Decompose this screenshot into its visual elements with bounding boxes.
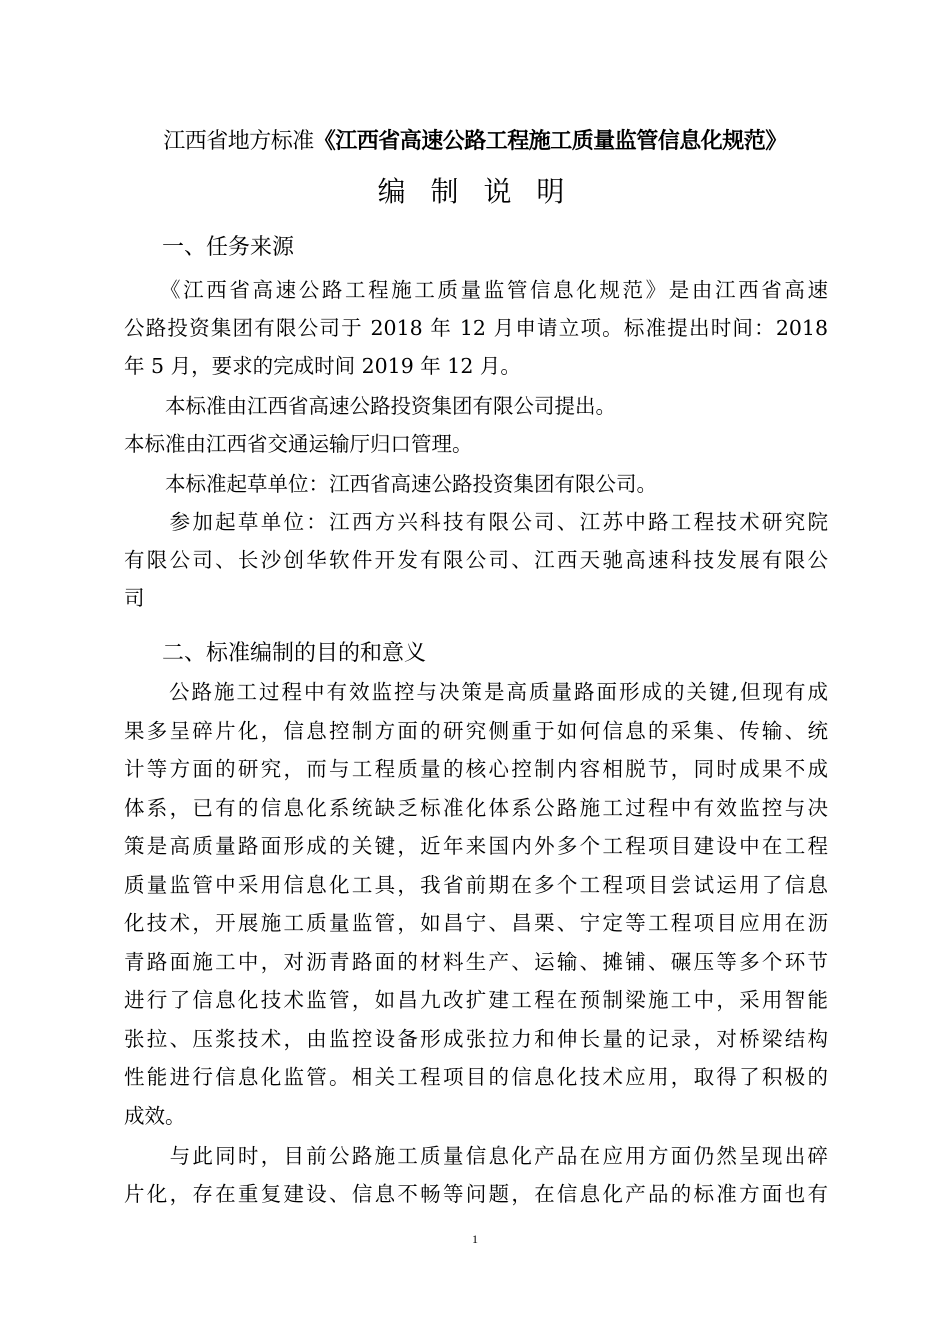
text-line: 体系，已有的信息化系统缺乏标准化体系公路施工过程中有效监控与决 [124, 795, 828, 820]
text-line: 果多呈碎片化，信息控制方面的研究侧重于如何信息的采集、传输、统 [124, 718, 828, 743]
text-line: 进行了信息化技术监管，如昌九改扩建工程在预制梁施工中，采用智能 [124, 988, 828, 1012]
title-standard-name: 《江西省高速公路工程施工质量监管信息化规范》 [313, 129, 787, 154]
text-line: 成效。 [124, 1103, 186, 1128]
text-line: 计等方面的研究，而与工程质量的核心控制内容相脱节，同时成果不成 [124, 757, 828, 781]
document-title [0, 124, 950, 155]
section-2-heading: 二、标准编制的目的和意义 [162, 641, 427, 666]
page-number: 1 [472, 1232, 478, 1246]
text-line: 司 [124, 586, 145, 610]
document-subtitle: 编 制 说 明 [377, 175, 573, 208]
section-1-heading: 一、任务来源 [162, 235, 295, 260]
text-line: 本标准起草单位：江西省高速公路投资集团有限公司。 [124, 472, 657, 496]
text-line: 年 5 月，要求的完成时间 2019 年 12 月。 [124, 354, 521, 378]
text-line: 《江西省高速公路工程施工质量监管信息化规范》是由江西省高速 [124, 278, 828, 302]
text-line: 青路面施工中，对沥青路面的材料生产、运输、摊铺、碾压等多个环节 [124, 949, 828, 974]
text-line: 性能进行信息化监管。相关工程项目的信息化技术应用，取得了积极的 [124, 1065, 828, 1089]
text-line: 有限公司、长沙创华软件开发有限公司、江西天驰高速科技发展有限公 [124, 548, 828, 572]
text-line: 化技术，开展施工质量监管，如昌宁、昌栗、宁定等工程项目应用在沥 [124, 911, 828, 935]
text-line: 公路投资集团有限公司于 2018 年 12 月申请立项。标准提出时间：2018 [124, 316, 828, 340]
text-line: 公路施工过程中有效监控与决策是高质量路面形成的关键,但现有成 [124, 680, 828, 704]
text-line: 本标准由江西省交通运输厅归口管理。 [124, 432, 473, 456]
text-line: 质量监管中采用信息化工具，我省前期在多个工程项目尝试运用了信息 [124, 872, 828, 897]
text-line: 策是高质量路面形成的关键，近年来国内外多个工程项目建设中在工程 [124, 834, 828, 858]
text-line: 参加起草单位：江西方兴科技有限公司、江苏中路工程技术研究院 [124, 510, 828, 534]
text-line: 片化，存在重复建设、信息不畅等问题，在信息化产品的标准方面也有 [124, 1182, 828, 1206]
text-line: 与此同时，目前公路施工质量信息化产品在应用方面仍然呈现出碎 [124, 1144, 828, 1168]
text-line: 张拉、压浆技术，由监控设备形成张拉力和伸长量的记录，对桥梁结构 [124, 1026, 828, 1051]
text-line: 本标准由江西省高速公路投资集团有限公司提出。 [124, 394, 616, 418]
title-prefix: 江西省地方标准 [163, 129, 314, 154]
